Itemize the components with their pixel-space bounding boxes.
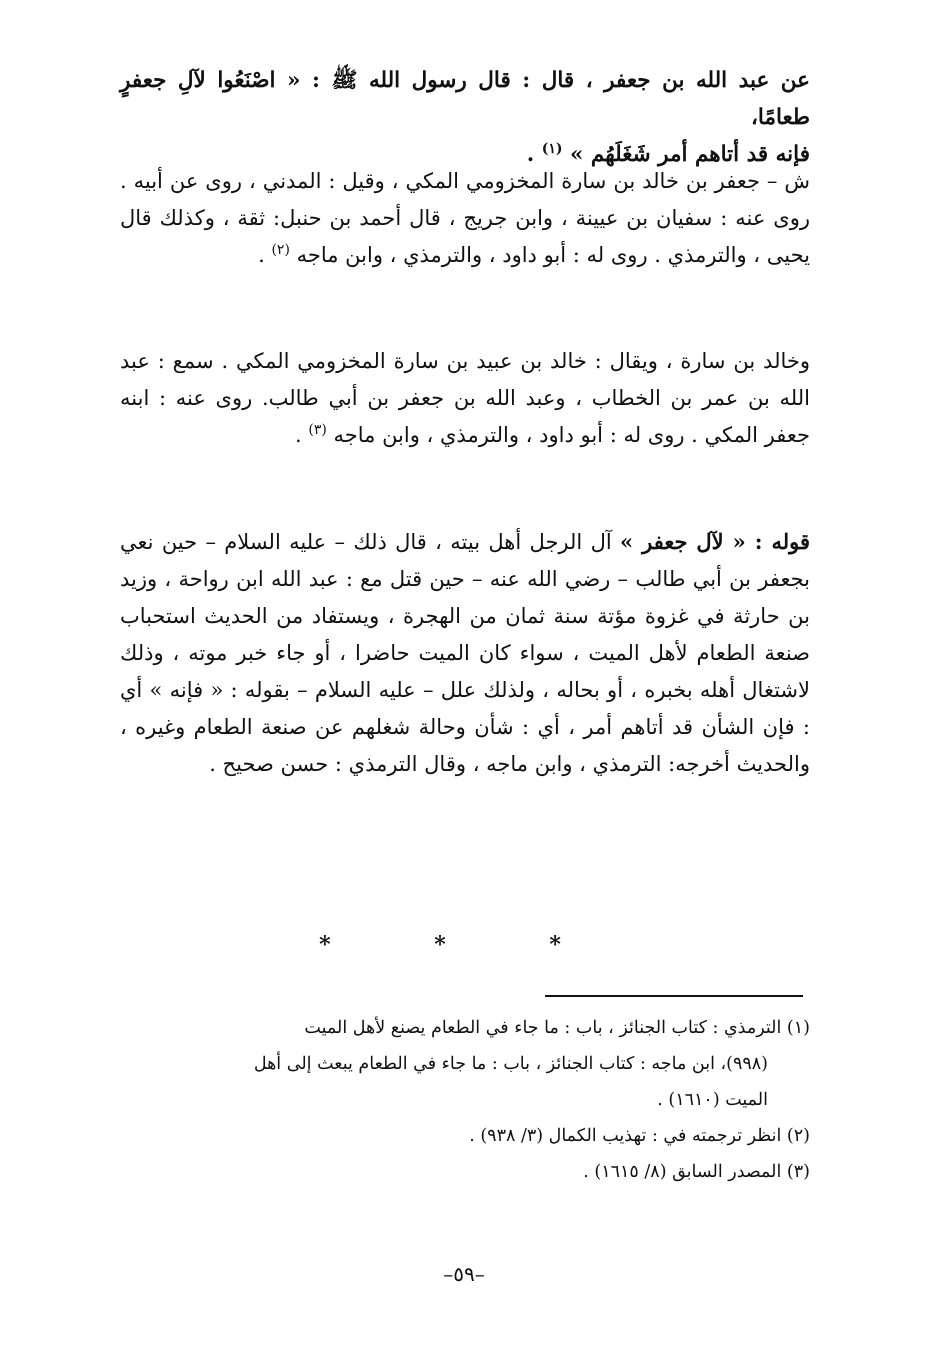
commentary-lead: قوله : « لآل جعفر » [620, 529, 810, 554]
biography-jafar-paragraph [120, 163, 810, 274]
commentary-text-block [120, 523, 810, 783]
commentary-paragraph [120, 523, 810, 783]
section-separator: * * * [319, 932, 609, 958]
commentary-text: آل الرجل أهل بيته ، قال ذلك – عليه السلام – حين نعي بجعفر بن أبي طالب – رضي الله عنه – حين قتل مع : عبد الله ابن رواحة ، وزيد بن حارثة في غزوة مؤتة سنة ثمان من الهجرة ، ويستفاد من الحديث استحباب صنعة الطعام لأهل الميت ، سواء كان الميت حاضرا ، أو جاء خبر موته ، وذلك لاشتغال أهله بخبره ، أو بحاله ، ولذلك علل – عليه السلام – بقوله : « فإنه » أي : فإن الشأن قد أتاهم أمر ، أي : شأن وحالة شغلهم عن صنعة الطعام وغيره ، والحديث أخرجه: الترمذي ، وابن ماجه ، وقال الترمذي : حسن صحيح . [120, 530, 810, 776]
footnotes [120, 1010, 810, 1190]
footnote-ref-3: (٣) [308, 422, 327, 438]
footnote-ref-1: (١) [541, 140, 563, 157]
footnote-3: (٣) المصدر السابق (٨/ ١٦١٥) . [583, 1162, 810, 1182]
footnote-ref-2: (٢) [271, 242, 290, 258]
biography-jafar-end-mark: . [258, 243, 265, 267]
biography-khalid-text: وخالد بن سارة ، ويقال : خالد بن عبيد بن سارة المخزومي المكي . سمع : عبد الله بن عمر بن الخطاب ، وعبد الله بن جعفر بن أبي طالب. روى عنه : ابنه جعفر المكي . روى له : أبو داود ، والترمذي ، وابن ماجه [120, 349, 810, 447]
hadith-line-1: عن عبد الله بن جعفر ، قال : قال رسول الله ﷺ : « اصْنَعُوا لآلِ جعفرٍ طعامًا، [120, 68, 810, 130]
biography-khalid-paragraph [120, 343, 810, 454]
footnote-divider [545, 995, 803, 997]
page-number: –٥٩– [443, 1262, 485, 1286]
hadith-line-2-text: فإنه قد أتاهم أمر شَغَلَهُم » [570, 142, 810, 167]
footnote-1-line-3: الميت (١٦١٠) . [657, 1090, 768, 1110]
biography-jafar-text: ش – جعفر بن خالد بن سارة المخزومي المكي ، وقيل : المدني ، روى عن أبيه . روى عنه : سفيان بن عيينة ، وابن جريج ، قال أحمد بن حنبل: ثقة ، وكذلك قال يحيى ، والترمذي . روى له : أبو داود ، والترمذي ، وابن ماجه [120, 169, 810, 267]
footnote-1-line-2: (٩٩٨)، ابن ماجه : كتاب الجنائز ، باب : ما جاء في الطعام يبعث إلى أهل [253, 1054, 768, 1074]
footnote-1-line-1: (١) الترمذي : كتاب الجنائز ، باب : ما جاء في الطعام يصنع لأهل الميت [304, 1018, 810, 1038]
biography-khalid-end-mark: . [294, 423, 302, 447]
biography-khalid-text-block [120, 343, 810, 454]
hadith-end-mark: . [526, 142, 535, 167]
footnote-2: (٢) انظر ترجمته في : تهذيب الكمال (٣/ ٩٣٨) . [469, 1126, 810, 1146]
hadith-paragraph [120, 62, 810, 173]
biography-jafar-text-block [120, 163, 810, 274]
